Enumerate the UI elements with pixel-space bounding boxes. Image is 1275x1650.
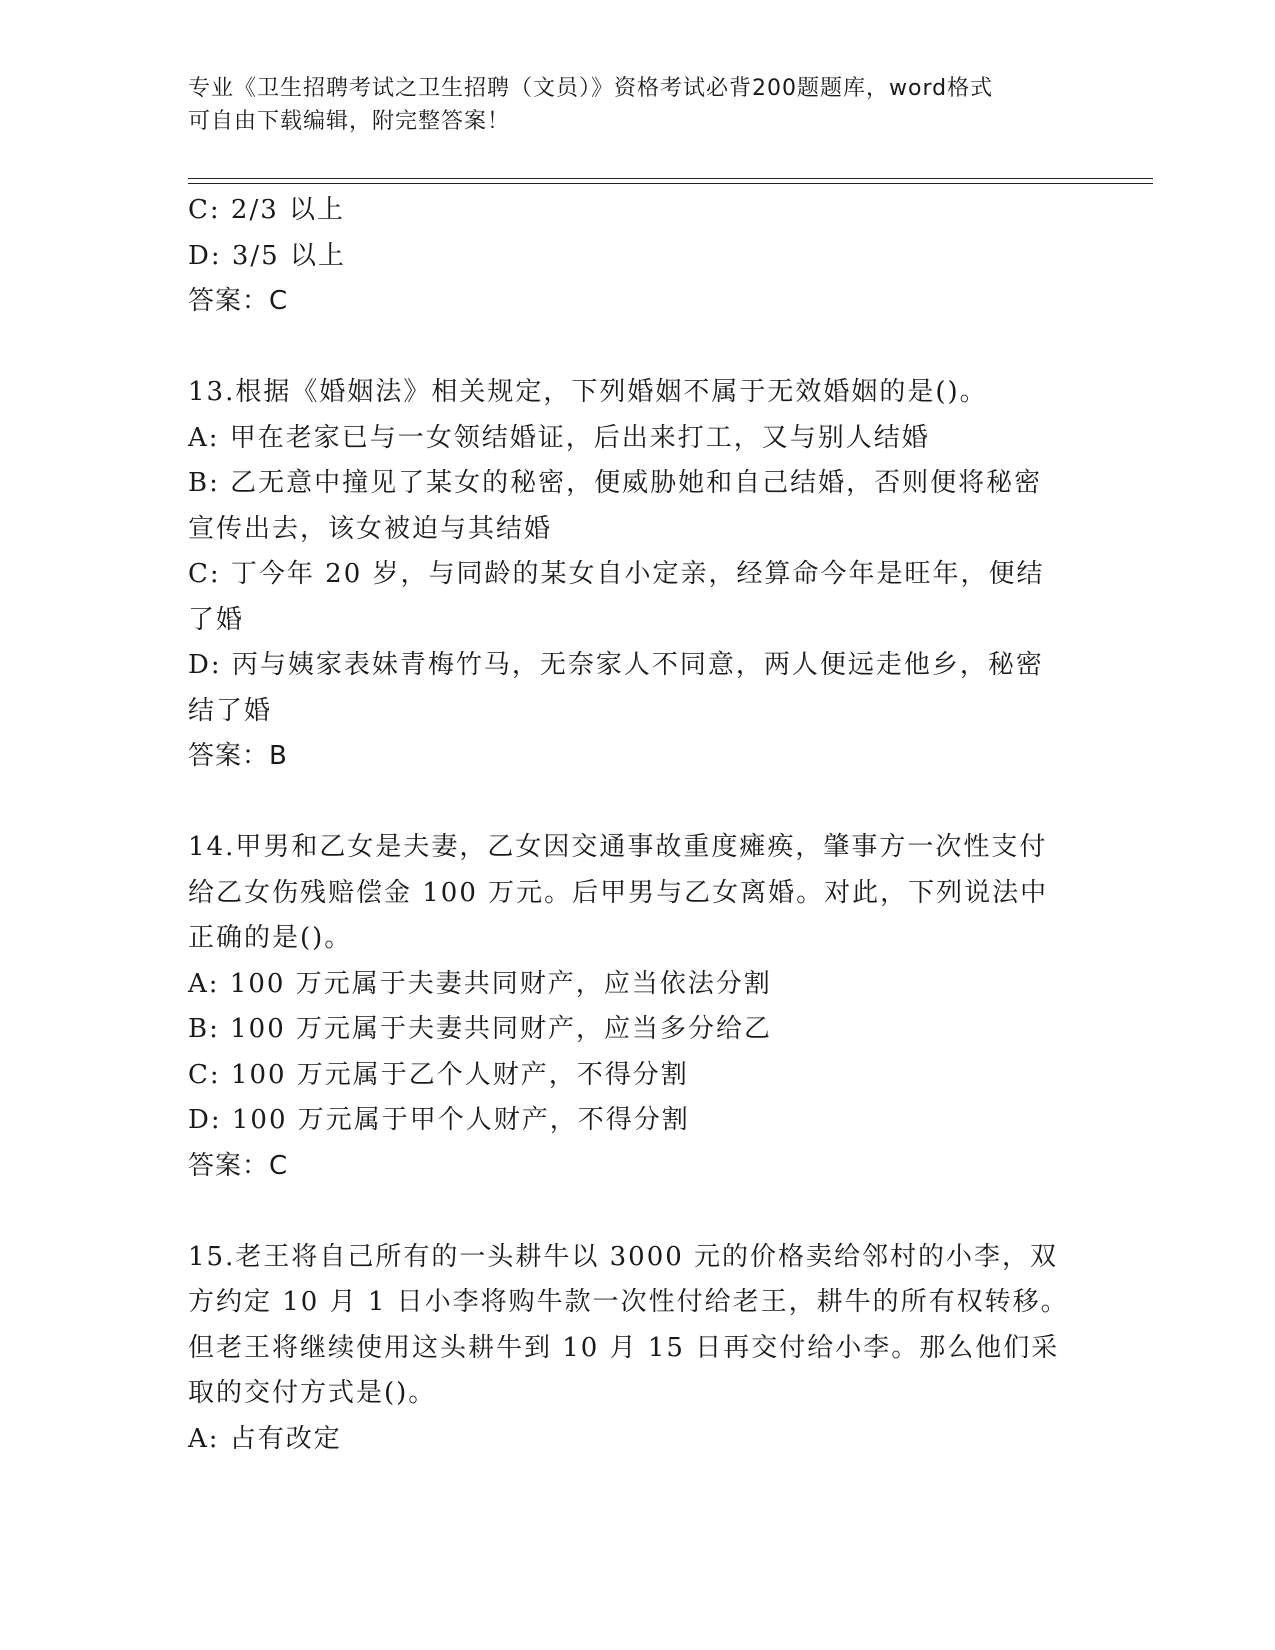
option-b: B: 乙无意中撞见了某女的秘密，便威胁她和自己结婚，否则便将秘密 bbox=[188, 468, 1043, 498]
option-c: C: 100 万元属于乙个人财产，不得分割 bbox=[188, 1059, 689, 1090]
header-rule-top bbox=[188, 178, 1153, 179]
question-content bbox=[188, 188, 1088, 1462]
question-stem-continued: 但老王将继续使用这头耕牛到 10 月 15 日再交付给小李。那么他们采 bbox=[188, 1332, 1060, 1363]
spacer bbox=[188, 1189, 1088, 1235]
question-stem-continued: 正确的是()。 bbox=[188, 923, 353, 953]
option-b-continued: 宣传出去，该女被迫与其结婚 bbox=[188, 513, 553, 544]
option-d: D: 100 万元属于甲个人财产，不得分割 bbox=[188, 1105, 690, 1135]
option-b: B: 100 万元属于夫妻共同财产，应当多分给乙 bbox=[188, 1014, 773, 1044]
option-d: D: 3/5 以上 bbox=[188, 240, 346, 271]
answer-line: 答案：B bbox=[188, 741, 288, 771]
question-stem-continued: 给乙女伤残赔偿金 100 万元。后甲男与乙女离婚。对此，下列说法中 bbox=[188, 877, 1049, 908]
option-a: A: 甲在老家已与一女领结婚证，后出来打工，又与别人结婚 bbox=[188, 422, 930, 453]
option-a: A: 100 万元属于夫妻共同财产，应当依法分割 bbox=[188, 968, 772, 999]
spacer bbox=[188, 325, 1088, 371]
question-15 bbox=[188, 1235, 1088, 1463]
question-stem-continued: 方约定 10 月 1 日小李将购牛款一次性付给老王，耕牛的所有权转移。 bbox=[188, 1287, 1069, 1317]
question-stem-continued: 取的交付方式是()。 bbox=[188, 1378, 437, 1408]
spacer bbox=[188, 780, 1088, 826]
option-c: C: 2/3 以上 bbox=[188, 195, 346, 225]
answer-line: 答案：C bbox=[188, 286, 289, 316]
question-stem: 15.老王将自己所有的一头耕牛以 3000 元的价格卖给邻村的小李，双 bbox=[188, 1241, 1059, 1272]
document-header bbox=[188, 72, 1088, 138]
header-line-1: 专业《卫生招聘考试之卫生招聘（文员）》资格考试必背200题题库，word格式 bbox=[188, 76, 994, 101]
header-rule-bottom bbox=[188, 183, 1153, 184]
option-c: C: 丁今年 20 岁，与同龄的某女自小定亲，经算命今年是旺年，便结 bbox=[188, 559, 1045, 589]
answer-line: 答案：C bbox=[188, 1150, 289, 1181]
option-d-continued: 结了婚 bbox=[188, 695, 273, 726]
previous-question-tail bbox=[188, 188, 1088, 325]
option-a: A: 占有改定 bbox=[188, 1423, 342, 1454]
question-13 bbox=[188, 370, 1088, 780]
header-line-2: 可自由下载编辑，附完整答案！ bbox=[188, 109, 511, 134]
option-c-continued: 了婚 bbox=[188, 604, 245, 635]
option-d: D: 丙与姨家表妹青梅竹马，无奈家人不同意，两人便远走他乡，秘密 bbox=[188, 650, 1044, 680]
question-stem: 13.根据《婚姻法》相关规定，下列婚姻不属于无效婚姻的是()。 bbox=[188, 377, 988, 407]
question-14 bbox=[188, 825, 1088, 1189]
question-stem: 14.甲男和乙女是夫妻，乙女因交通事故重度瘫痪，肇事方一次性支付 bbox=[188, 832, 1048, 862]
